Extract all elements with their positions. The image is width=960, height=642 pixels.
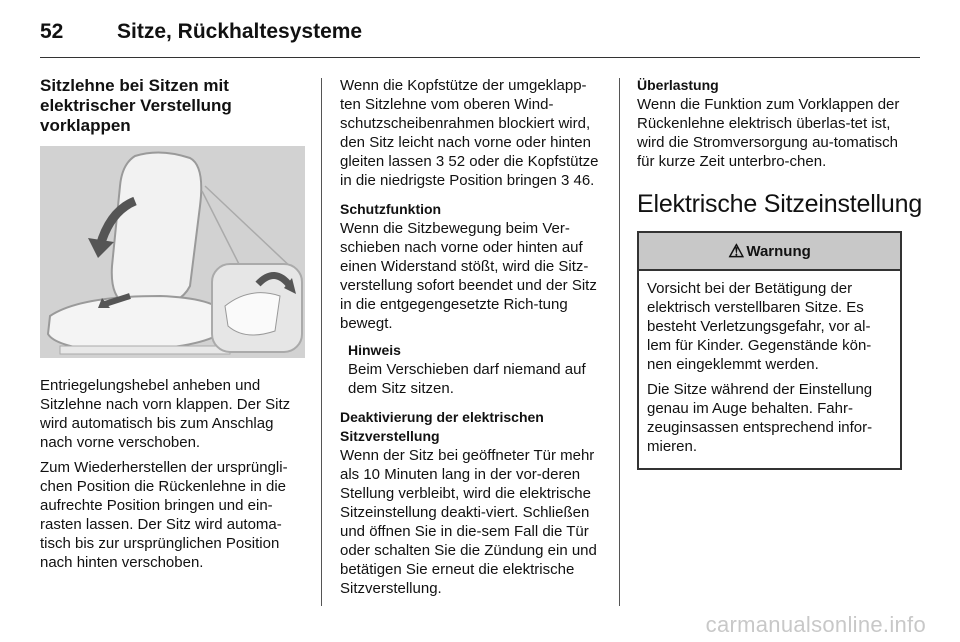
- watermark: carmanualsonline.info: [705, 612, 926, 637]
- column-1: [40, 76, 305, 578]
- paragraph: Wenn die Kopfstütze der umgeklapp-ten Sitzlehne vom oberen Wind-schutzscheibenrahmen blockiert wird, den Sitz leicht nach vorne oder hinten gleiten lassen 3 52 oder die Kopfstütze in die niedrigste Position bringen 3 46.: [340, 77, 599, 189]
- page-number: 52: [40, 20, 64, 43]
- warning-paragraph: Die Sitze während der Einstellung genau im Auge behalten. Fahr-zeuginsassen entsprechend infor-mieren.: [647, 381, 873, 455]
- hint-title: Hinweis: [348, 342, 401, 358]
- warning-paragraph: Vorsicht bei der Betätigung der elektrisch verstellbaren Sitze. Es besteht Verletzungsgefahr, vor al-lem für Kinder. Gegenstände kön-nen eingeklemmt werden.: [647, 280, 872, 373]
- warning-triangle-icon: ⚠: [728, 240, 745, 261]
- paragraph: Wenn der Sitz bei geöffneter Tür mehr als 10 Minuten lang in der vor-deren Stellung verbleibt, wird die elektrische Sitzeinstellung deakti-viert. Schließen und öffnen Sie in die-sem Fall die Tür oder schalten Sie die Zündung ein und betätigen Sie erneut die elektrische Sitzverstellung.: [340, 447, 597, 597]
- hint-text: Beim Verschieben darf niemand auf dem Sitz sitzen.: [348, 361, 586, 397]
- section-heading-seat-adjustment: Elektrische Sitzeinstellung: [637, 190, 923, 218]
- warning-body: [639, 271, 900, 468]
- subheading-protection: Schutzfunktion: [340, 201, 442, 217]
- subheading-overload: Überlastung: [637, 77, 719, 93]
- warning-title: Warnung: [746, 242, 811, 260]
- column-divider-2: [619, 78, 620, 606]
- paragraph: Wenn die Sitzbewegung beim Ver-schieben nach vorne oder hinten auf einen Widerstand stößt, wird die Sitz-verstellung sofort beendet und der Sitz in die entgegengesetzte Rich-tung bewegt.: [340, 220, 597, 332]
- column-divider-1: [321, 78, 322, 606]
- warning-header: [639, 233, 900, 271]
- subheading-deactivation: Deaktivierung der elektrischen Sitzverstellung: [340, 409, 544, 444]
- page-header: [40, 16, 920, 56]
- header-rule: [40, 57, 920, 58]
- column-3: [637, 76, 923, 470]
- paragraph: Zum Wiederherstellen der ursprüngli-chen Position die Rückenlehne in die aufrechte Position bringen und ein-rasten lassen. Der Sitz wird automa-tisch bis zur ursprünglichen Position nach hinten verschoben.: [40, 459, 288, 571]
- paragraph: Wenn die Funktion zum Vorklappen der Rückenlehne elektrisch überlas-tet ist, wird die Stromversorgung au-tomatisch für kurze Zeit unterbro-chen.: [637, 96, 900, 170]
- warning-box: [637, 231, 902, 470]
- section-heading-fold-backrest: Sitzlehne bei Sitzen mit elektrischer Verstellung vorklappen: [40, 76, 232, 135]
- column-2: [340, 76, 605, 604]
- paragraph: Entriegelungshebel anheben und Sitzlehne nach vorn klappen. Der Sitz wird automatisch bis zum Anschlag nach vorne verschoben.: [40, 377, 291, 451]
- seat-illustration: [40, 146, 305, 358]
- hint-block: [348, 341, 605, 398]
- chapter-title: Sitze, Rückhaltesysteme: [117, 20, 363, 43]
